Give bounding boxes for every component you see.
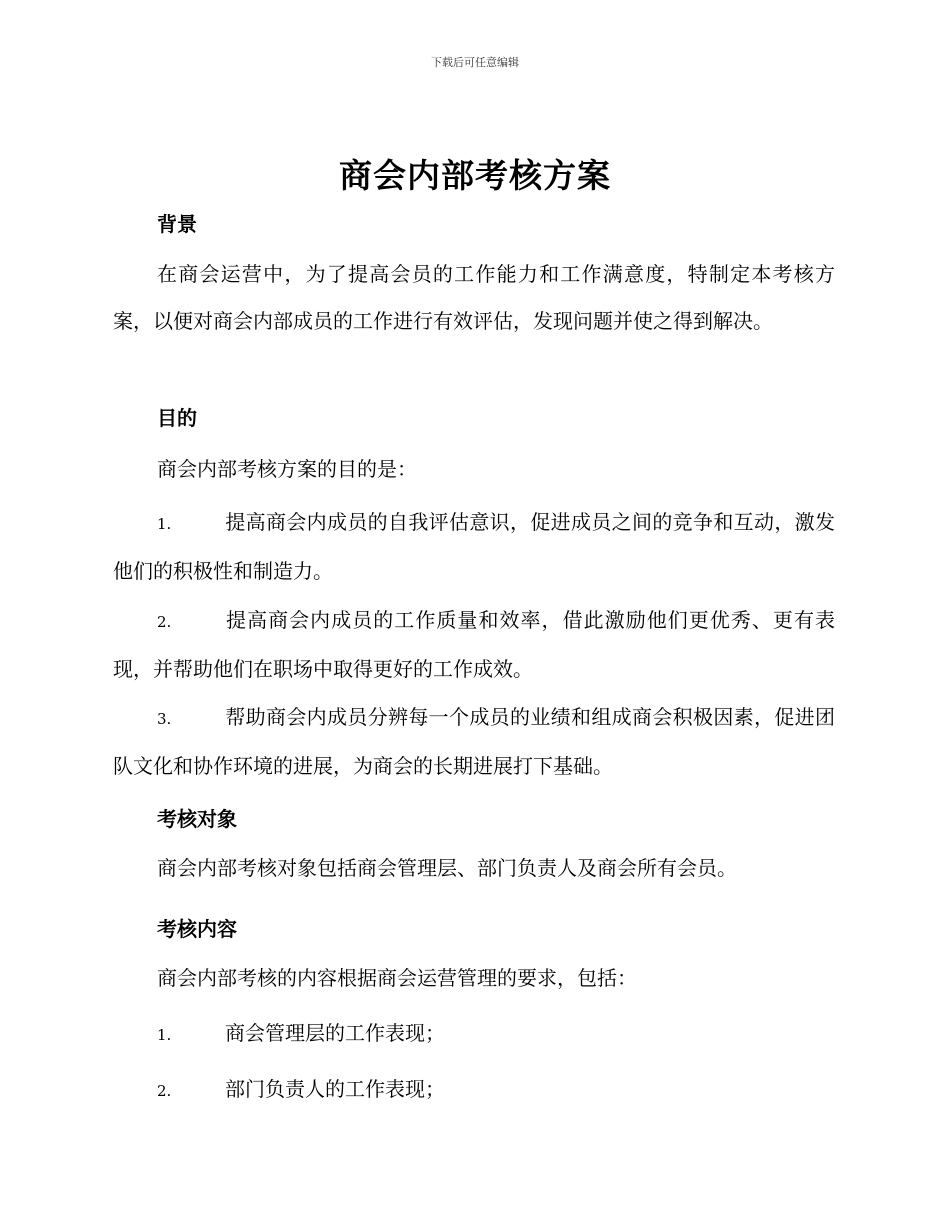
list-item-text: 帮助商会内成员分辨每一个成员的业绩和组成商会积极因素，促进团队文化和协作环境的进展，为商会的长期进展打下基础。 bbox=[113, 705, 835, 778]
list-number: 2. bbox=[157, 1082, 172, 1100]
background-paragraph: 在商会运营中，为了提高会员的工作能力和工作满意度，特制定本考核方案，以便对商会内部成员的工作进行有效评估，发现问题并使之得到解决。 bbox=[113, 262, 835, 333]
purpose-intro: 商会内部考核方案的目的是： bbox=[157, 457, 417, 481]
purpose-list-item bbox=[113, 499, 835, 595]
section-heading-background: 背景 bbox=[157, 212, 197, 236]
page-title: 商会内部考核方案 bbox=[339, 156, 611, 195]
list-number: 2. bbox=[157, 613, 172, 631]
section-heading-targets: 考核对象 bbox=[157, 807, 237, 831]
page-header-note: 下载后可任意编辑 bbox=[431, 56, 519, 69]
list-number: 1. bbox=[157, 1026, 172, 1044]
list-number: 3. bbox=[157, 710, 172, 728]
purpose-list-item bbox=[113, 597, 835, 693]
section-heading-content: 考核内容 bbox=[157, 917, 237, 941]
list-number: 1. bbox=[157, 515, 172, 533]
content-list-item bbox=[157, 1066, 445, 1115]
purpose-list-item bbox=[113, 694, 835, 790]
list-item-text: 提高商会内成员的自我评估意识，促进成员之间的竞争和互动，激发他们的积极性和制造力。 bbox=[113, 510, 835, 583]
targets-paragraph: 商会内部考核对象包括商会管理层、部门负责人及商会所有会员。 bbox=[157, 856, 737, 880]
list-item-text: 商会管理层的工作表现； bbox=[225, 1021, 445, 1045]
section-heading-purpose: 目的 bbox=[157, 406, 197, 430]
list-item-text: 部门负责人的工作表现； bbox=[225, 1077, 445, 1101]
list-item-text: 提高商会内成员的工作质量和效率，借此激励他们更优秀、更有表现，并帮助他们在职场中取得更好的工作成效。 bbox=[113, 608, 835, 681]
content-list-item bbox=[157, 1010, 445, 1059]
content-intro: 商会内部考核的内容根据商会运营管理的要求，包括： bbox=[157, 966, 637, 990]
